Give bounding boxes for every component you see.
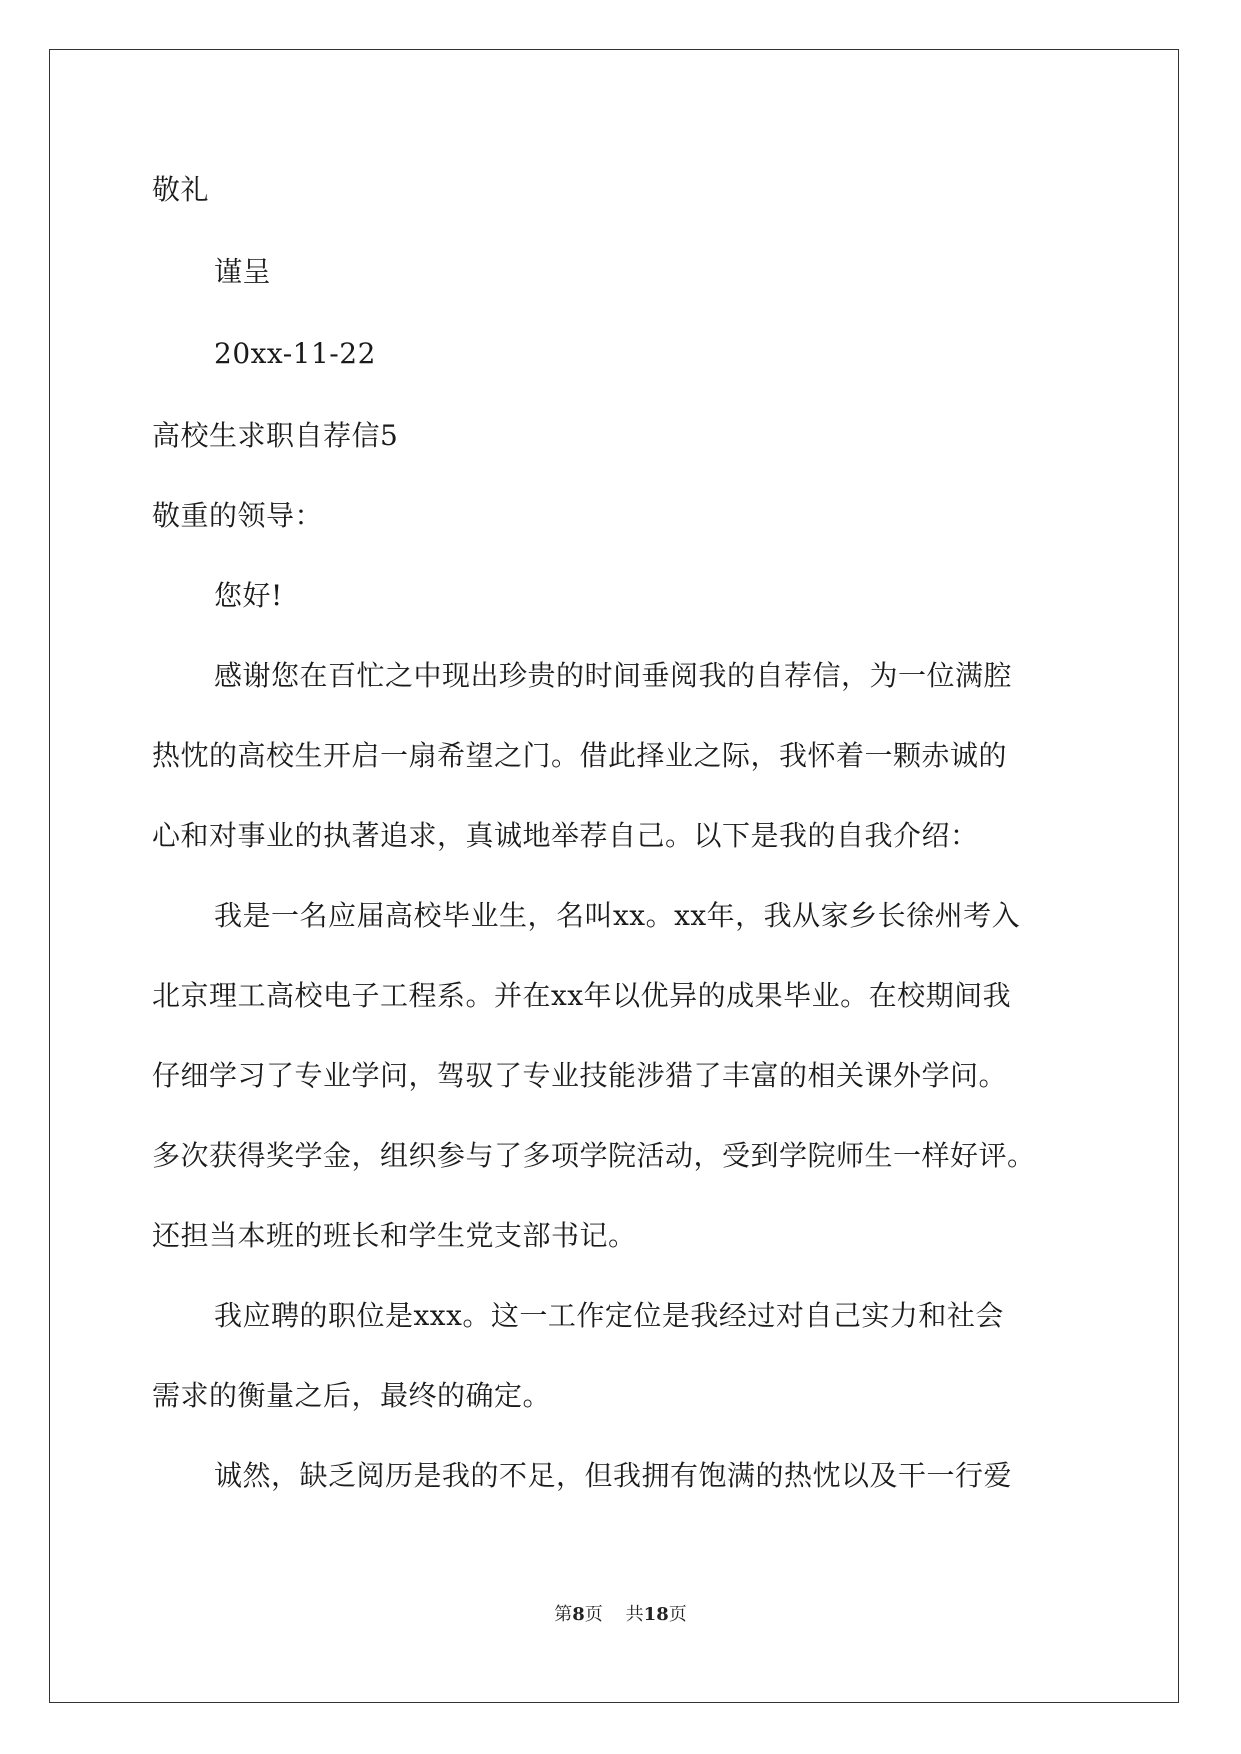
paragraph-line: 心和对事业的执著追求，真诚地举荐自己。以下是我的自我介绍：	[152, 819, 979, 852]
closing-salutation: 敬礼	[152, 173, 210, 206]
paragraph-line: 感谢您在百忙之中现出珍贵的时间垂阅我的自荐信，为一位满腔	[214, 659, 1013, 692]
paragraph-line: 我应聘的职位是xxx。这一工作定位是我经过对自己实力和社会	[214, 1299, 1004, 1332]
paragraph-line: 仔细学习了专业学问，驾驭了专业技能涉猎了丰富的相关课外学问。	[152, 1059, 1008, 1092]
page-prefix: 第	[554, 1604, 573, 1625]
total-suffix: 页	[668, 1604, 687, 1625]
paragraph-line: 需求的衡量之后，最终的确定。	[152, 1379, 552, 1412]
page-border	[49, 49, 1179, 1703]
greeting: 敬重的领导：	[152, 499, 324, 532]
paragraph-line: 多次获得奖学金，组织参与了多项学院活动，受到学院师生一样好评。	[152, 1139, 1036, 1172]
page-footer	[0, 1603, 1241, 1627]
paragraph-line: 诚然，缺乏阅历是我的不足，但我拥有饱满的热忱以及干一行爱	[214, 1459, 1013, 1492]
letter-date: 20xx-11-22	[214, 337, 376, 370]
paragraph-line: 我是一名应届高校毕业生，名叫xx。xx年，我从家乡长徐州考入	[214, 899, 1021, 932]
sign-off: 谨呈	[214, 255, 272, 288]
paragraph-line: 还担当本班的班长和学生党支部书记。	[152, 1219, 637, 1252]
hello-line: 您好!	[214, 579, 283, 612]
total-prefix: 共	[625, 1604, 644, 1625]
paragraph-line: 热忱的高校生开启一扇希望之门。借此择业之际，我怀着一颗赤诚的	[152, 739, 1008, 772]
page-number: 8	[572, 1604, 585, 1625]
total-pages: 18	[643, 1604, 669, 1625]
paragraph-line: 北京理工高校电子工程系。并在xx年以优异的成果毕业。在校期间我	[152, 979, 1012, 1012]
letter-title: 高校生求职自荐信5	[152, 419, 399, 452]
page-suffix: 页	[584, 1604, 603, 1625]
